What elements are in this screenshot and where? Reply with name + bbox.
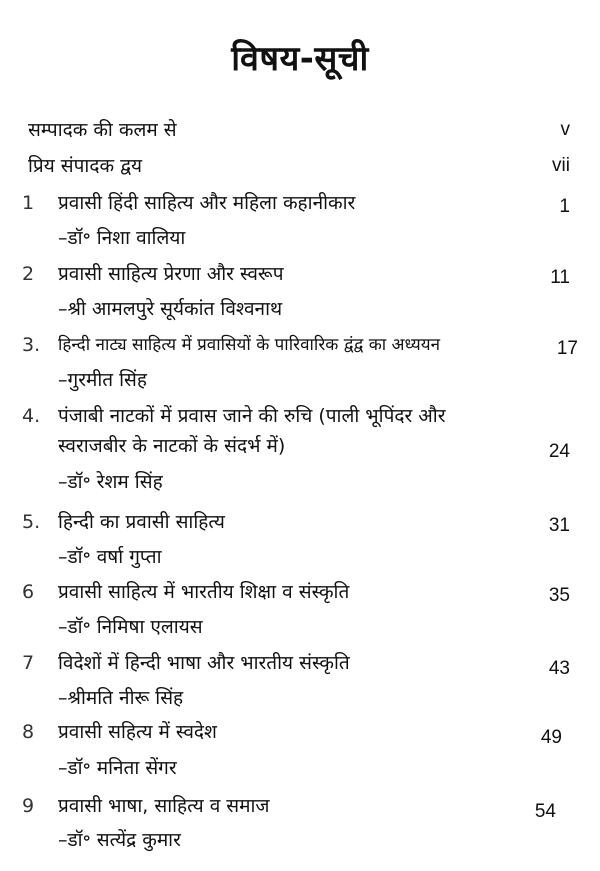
toc-entry-number: 9 <box>22 795 35 817</box>
toc-entry-title: विदेशों में हिन्दी भाषा और भारतीय संस्कृति <box>58 652 350 674</box>
toc-page-number: 1 <box>559 196 570 217</box>
toc-entry-author: –डॉ॰ निशा वालिया <box>58 227 186 249</box>
toc-page-number: vii <box>552 155 570 176</box>
toc-page-number: 35 <box>548 585 570 606</box>
toc-entry-author: –डॉ॰ निमिषा एलायस <box>58 616 203 638</box>
toc-page-number: 17 <box>556 338 578 359</box>
toc-entry-author: –डॉ॰ सत्येंद्र कुमार <box>58 829 181 851</box>
toc-entry-number: 7 <box>22 652 35 674</box>
toc-page-number: 31 <box>548 515 570 536</box>
toc-entry-title: हिन्दी नाट्य साहित्य में प्रवासियों के पारिवारिक द्वंद्व का अध्ययन <box>58 335 441 355</box>
toc-intro-title: सम्पादक की कलम से <box>28 119 177 141</box>
toc-intro-title: प्रिय संपादक द्वय <box>28 155 143 177</box>
toc-entry-title: प्रवासी सहित्य में स्वदेश <box>58 721 217 743</box>
page-title: विषय-सूची <box>231 39 369 79</box>
toc-entry-title: प्रवासी साहित्य प्रेरणा और स्वरूप <box>58 263 284 285</box>
toc-entry-author: –डॉ॰ मनिता सेंगर <box>58 757 177 779</box>
toc-page-number: 11 <box>550 267 570 288</box>
toc-page-number: v <box>560 119 570 140</box>
toc-entry-author: –श्री आमलपुरे सूर्यकांत विश्वनाथ <box>58 298 283 320</box>
toc-page-number: 24 <box>548 441 570 462</box>
toc-entry-number: 3. <box>22 334 41 356</box>
toc-entry-number: 2 <box>22 263 35 285</box>
toc-entry-author: –गुरमीत सिंह <box>58 369 147 391</box>
toc-entry-number: 6 <box>22 581 35 603</box>
toc-entry-author: –श्रीमति नीरू सिंह <box>58 687 184 709</box>
toc-page-number: 49 <box>540 727 562 748</box>
toc-entry-number: 1 <box>22 192 35 214</box>
toc-entry-title: हिन्दी का प्रवासी साहित्य <box>58 511 225 533</box>
toc-entry-title: पंजाबी नाटकों में प्रवास जाने की रुचि (पाली भूपिंदर और स्वराजबीर के नाटकों के संदर्भ में) <box>58 405 446 457</box>
toc-entry-number: 8 <box>22 721 35 743</box>
toc-entry-number: 5. <box>22 511 41 533</box>
toc-entry-title: प्रवासी हिंदी साहित्य और महिला कहानीकार <box>58 192 356 214</box>
toc-entry-title: प्रवासी भाषा, साहित्य व समाज <box>58 795 270 817</box>
toc-page-number: 54 <box>534 801 556 822</box>
toc-entry-title: प्रवासी साहित्य में भारतीय शिक्षा व संस्कृति <box>58 581 350 603</box>
toc-entry-author: –डॉ॰ रेशम सिंह <box>58 471 163 493</box>
toc-entry-author: –डॉ॰ वर्षा गुप्ता <box>58 546 162 568</box>
toc-entry-number: 4. <box>22 405 41 427</box>
toc-page-number: 43 <box>548 658 570 679</box>
